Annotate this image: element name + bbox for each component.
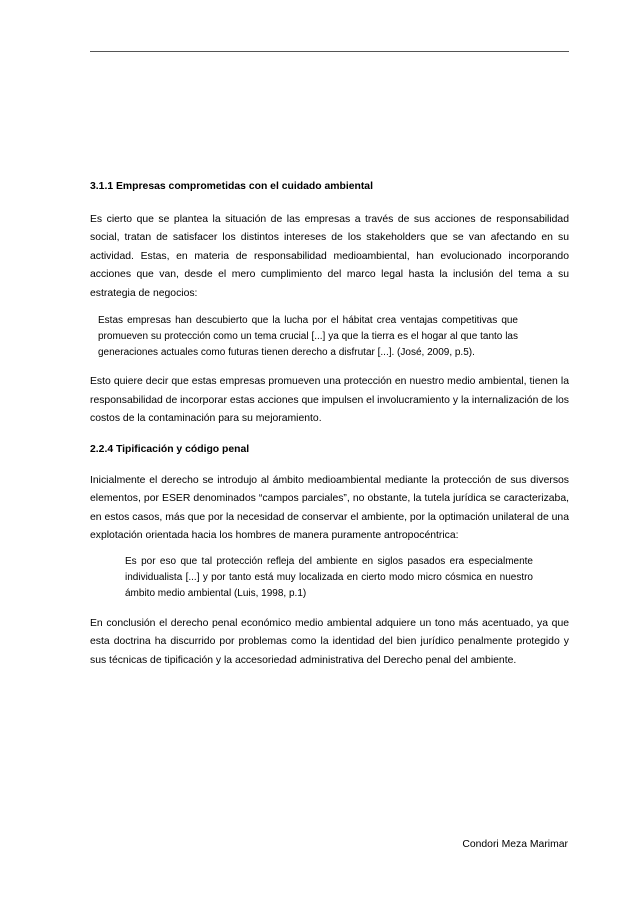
- section-heading-empresas: 3.1.1 Empresas comprometidas con el cuidado ambiental: [90, 181, 373, 192]
- page-content: [90, 178, 569, 670]
- header-rule: [90, 51, 569, 52]
- quote-jose: Estas empresas han descubierto que la lucha por el hábitat crea ventajas competitivas que promueven su protección como un tema crucial [...] ya que la tierra es el hogar al que tanto las generaciones actuales como futuras tienen derecho a disfrutar [...]. (José, 2009, p.5).: [98, 314, 518, 358]
- paragraph-esto-quiere-decir: Esto quiere decir que estas empresas promueven una protección en nuestro medio ambiental, tienen la responsabilidad de incorporar estas acciones que impulsen el involucramiento y la internalización de los costos de la contaminación para su mejoramiento.: [90, 376, 569, 425]
- section-heading-tipificacion: 2.2.4 Tipificación y código penal: [90, 443, 250, 455]
- paragraph-conclusion: En conclusión el derecho penal económico medio ambiental adquiere un tono más acentuado, ya que esta doctrina ha discurrido por problemas como la identidad del bien jurídico penalmente protegido y sus técnicas de tipificación y la accesoriedad administrativa del Derecho penal del ambiente.: [90, 617, 569, 666]
- paragraph-inicialmente: Inicialmente el derecho se introdujo al ámbito medioambiental mediante la protección de sus diversos elementos, por ESER denominados “campos parciales”, no obstante, la tutela jurídica se caracterizaba, en estos casos, más que por la necesidad de conservar el ambiente, por la optimación unilateral de una explotación orientada hacia los hombres de manera puramente antropocéntrica:: [90, 474, 569, 542]
- paragraph-empresas: Es cierto que se plantea la situación de las empresas a través de sus acciones de responsabilidad social, tratan de satisfacer los distintos intereses de los stakeholders que se van afectando en su actividad. Estas, en materia de responsabilidad medioambiental, han evolucionado incorporando acciones que van, desde el mero cumplimiento del marco legal hasta la inclusión del tema a su estrategia de negocios:: [90, 213, 569, 299]
- quote-luis: Es por eso que tal protección refleja del ambiente en siglos pasados era especialmente individualista [...] y por tanto está muy localizada en cierto modo micro cósmica en nuestro ámbito medio ambiental (Luis, 1998, p.1): [125, 555, 533, 600]
- footer-author: Condori Meza Marimar: [462, 839, 568, 850]
